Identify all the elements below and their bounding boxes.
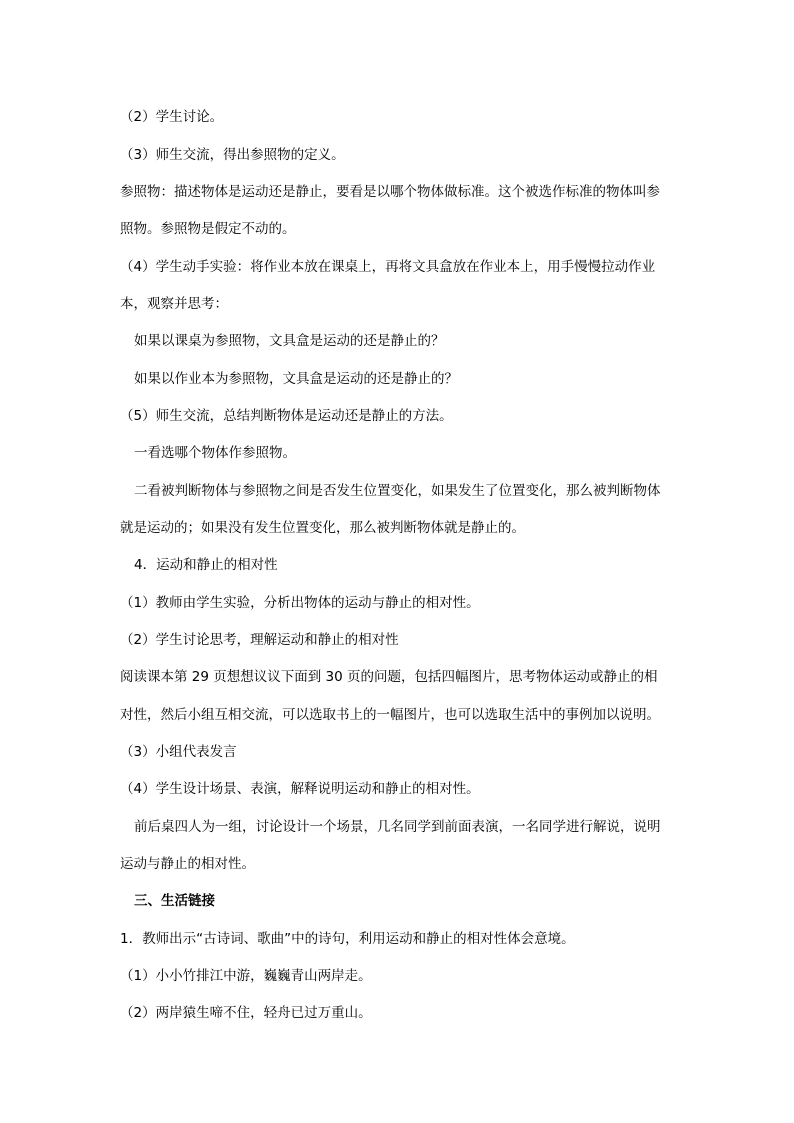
text-line: （2）学生讨论。 xyxy=(120,109,224,125)
text-line: 一看选哪个物体作参照物。 xyxy=(134,445,296,461)
text-line: （2）两岸猿生啼不住，轻舟已过万重山。 xyxy=(120,1005,372,1021)
text-line: （2）学生讨论思考，理解运动和静止的相对性 xyxy=(120,632,399,648)
text-line: （4）学生动手实验：将作业本放在课桌上，再将文具盒放在作业本上，用手慢慢拉动作业 xyxy=(120,259,656,275)
text-line: 1．教师出示“古诗词、歌曲”中的诗句，利用运动和静止的相对性体会意境。 xyxy=(120,931,575,947)
text-line: 运动与静止的相对性。 xyxy=(120,856,255,872)
text-line: 二看被判断物体与参照物之间是否发生位置变化，如果发生了位置变化，那么被判断物体 xyxy=(134,483,661,499)
text-line: （1）小小竹排江中游，巍巍青山两岸走。 xyxy=(120,968,372,984)
text-line: 前后桌四人为一组，讨论设计一个场景，几名同学到前面表演，一名同学进行解说，说明 xyxy=(134,819,661,835)
text-line: 如果以课桌为参照物，文具盒是运动的还是静止的？ xyxy=(134,333,445,349)
text-line: 本，观察并思考： xyxy=(120,296,228,312)
text-line: 阅读课本第 29 页想想议议下面到 30 页的问题，包括四幅图片，思考物体运动或静止的相 xyxy=(120,669,658,685)
text-line: （5）师生交流，总结判断物体是运动还是静止的方法。 xyxy=(120,408,453,424)
text-line: 就是运动的；如果没有发生位置变化，那么被判断物体就是静止的。 xyxy=(120,520,525,536)
text-line: 对性，然后小组互相交流，可以选取书上的一幅图片，也可以选取生活中的事例加以说明。 xyxy=(120,707,660,723)
text-line: 照物。参照物是假定不动的。 xyxy=(120,221,296,237)
text-line: 如果以作业本为参照物，文具盒是运动的还是静止的？ xyxy=(134,371,458,387)
text-line: 参照物：描述物体是运动还是静止，要看是以哪个物体做标准。这个被选作标准的物体叫参 xyxy=(120,184,660,200)
text-line: （1）教师由学生实验，分析出物体的运动与静止的相对性。 xyxy=(120,595,480,611)
section-heading: 三、生活链接 xyxy=(134,893,215,909)
text-line: （3）小组代表发言 xyxy=(120,744,237,760)
text-line: （4）学生设计场景、表演，解释说明运动和静止的相对性。 xyxy=(120,781,480,797)
text-line: （3）师生交流，得出参照物的定义。 xyxy=(120,147,345,163)
section-heading: 4．运动和静止的相对性 xyxy=(134,557,278,573)
